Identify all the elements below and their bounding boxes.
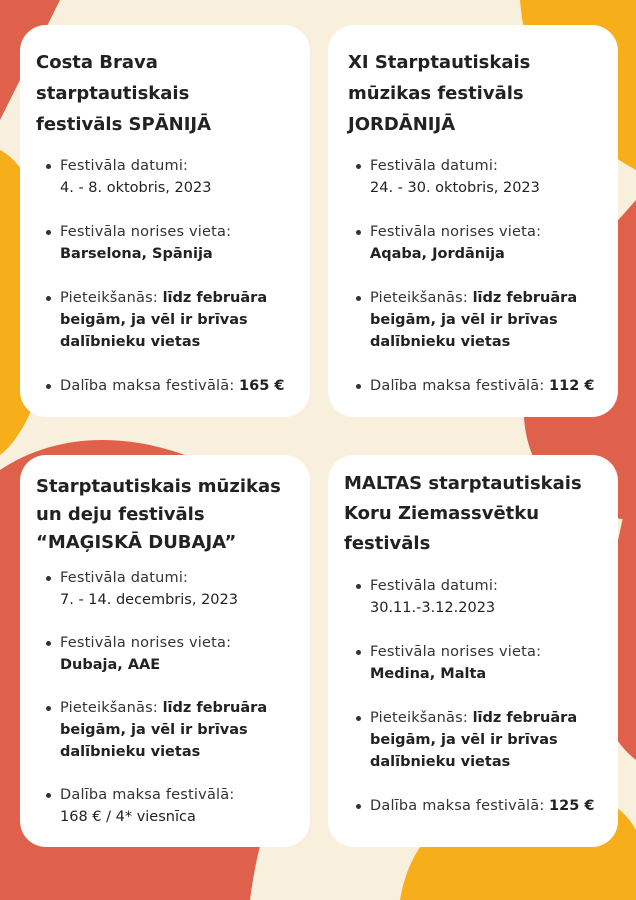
apply-value-line: dalībnieku vietas [370, 334, 511, 350]
card-title [36, 473, 298, 557]
apply-value-line: dalībnieku vietas [60, 334, 201, 350]
apply-value-line: līdz februāra [162, 700, 268, 716]
fee-value: 168 € / 4* viesnīca [60, 809, 196, 825]
fee-item [356, 375, 608, 397]
festival-card-jordan [328, 25, 618, 417]
apply-value-line: beigām, ja vēl ir brīvas [370, 312, 558, 328]
apply-label: Pieteikšanās: [60, 290, 158, 306]
apply-label: Pieteikšanās: [370, 710, 468, 726]
venue-label: Festivāla norises vieta: [370, 644, 542, 660]
dates-value: 24. - 30. oktobris, 2023 [370, 180, 540, 196]
dates-item [356, 155, 608, 199]
fee-item [46, 784, 300, 828]
fee-label: Dalība maksa festivālā: [60, 787, 235, 803]
card-title-line: MALTAS starptautiskais [344, 473, 582, 494]
apply-label: Pieteikšanās: [370, 290, 468, 306]
card-title [36, 47, 298, 140]
venue-value: Medina, Malta [370, 666, 487, 682]
festival-details [356, 155, 608, 397]
fee-label: Dalība maksa festivālā: [370, 378, 545, 394]
card-title-line: festivāls [344, 533, 431, 554]
venue-item [356, 221, 608, 265]
card-title-line: starptautiskais [36, 83, 190, 104]
festival-card-dubai [20, 455, 310, 847]
dates-value: 7. - 14. decembris, 2023 [60, 592, 238, 608]
card-title-line: XI Starptautiskais [348, 52, 531, 73]
venue-label: Festivāla norises vieta: [60, 635, 232, 651]
apply-item [46, 697, 300, 763]
card-title-line: “MAĢISKĀ DUBAJA” [36, 532, 237, 553]
apply-item [46, 287, 300, 353]
fee-value: 165 € [239, 378, 285, 394]
venue-value: Dubaja, AAE [60, 657, 161, 673]
apply-value-line: līdz februāra [472, 290, 578, 306]
festival-card-spain [20, 25, 310, 417]
dates-item [46, 155, 300, 199]
apply-value-line: līdz februāra [162, 290, 268, 306]
venue-label: Festivāla norises vieta: [370, 224, 542, 240]
card-title-line: JORDĀNIJĀ [348, 114, 456, 135]
fee-item [356, 795, 608, 817]
festival-details [46, 155, 300, 397]
dates-label: Festivāla datumi: [60, 570, 189, 586]
apply-value-line: līdz februāra [472, 710, 578, 726]
card-title-line: un deju festivāls [36, 504, 205, 525]
festival-card-malta [328, 455, 618, 847]
fee-item [46, 375, 300, 397]
card-title-line: mūzikas festivāls [348, 83, 524, 104]
venue-item [46, 221, 300, 265]
apply-value-line: dalībnieku vietas [370, 754, 511, 770]
venue-item [356, 641, 608, 685]
apply-value-line: beigām, ja vēl ir brīvas [60, 312, 248, 328]
apply-value-line: dalībnieku vietas [60, 744, 201, 760]
dates-label: Festivāla datumi: [370, 158, 499, 174]
festival-details [356, 575, 608, 817]
apply-item [356, 287, 608, 353]
card-title-line: Starptautiskais mūzikas [36, 476, 281, 497]
venue-label: Festivāla norises vieta: [60, 224, 232, 240]
card-title-line: Koru Ziemassvētku [344, 503, 540, 524]
dates-label: Festivāla datumi: [370, 578, 499, 594]
card-title-line: festivāls SPĀNIJĀ [36, 114, 212, 135]
apply-value-line: beigām, ja vēl ir brīvas [60, 722, 248, 738]
card-title [344, 469, 606, 559]
fee-label: Dalība maksa festivālā: [370, 798, 545, 814]
fee-label: Dalība maksa festivālā: [60, 378, 235, 394]
fee-value: 112 € [549, 378, 595, 394]
card-title [348, 47, 606, 140]
venue-value: Barselona, Spānija [60, 246, 213, 262]
apply-value-line: beigām, ja vēl ir brīvas [370, 732, 558, 748]
apply-item [356, 707, 608, 773]
card-title-line: Costa Brava [36, 52, 158, 73]
apply-label: Pieteikšanās: [60, 700, 158, 716]
dates-item [356, 575, 608, 619]
venue-value: Aqaba, Jordānija [370, 246, 505, 262]
dates-value: 30.11.-3.12.2023 [370, 600, 496, 616]
dates-value: 4. - 8. oktobris, 2023 [60, 180, 212, 196]
venue-item [46, 632, 300, 676]
dates-item [46, 567, 300, 611]
dates-label: Festivāla datumi: [60, 158, 189, 174]
festival-details [46, 567, 300, 828]
fee-value: 125 € [549, 798, 595, 814]
